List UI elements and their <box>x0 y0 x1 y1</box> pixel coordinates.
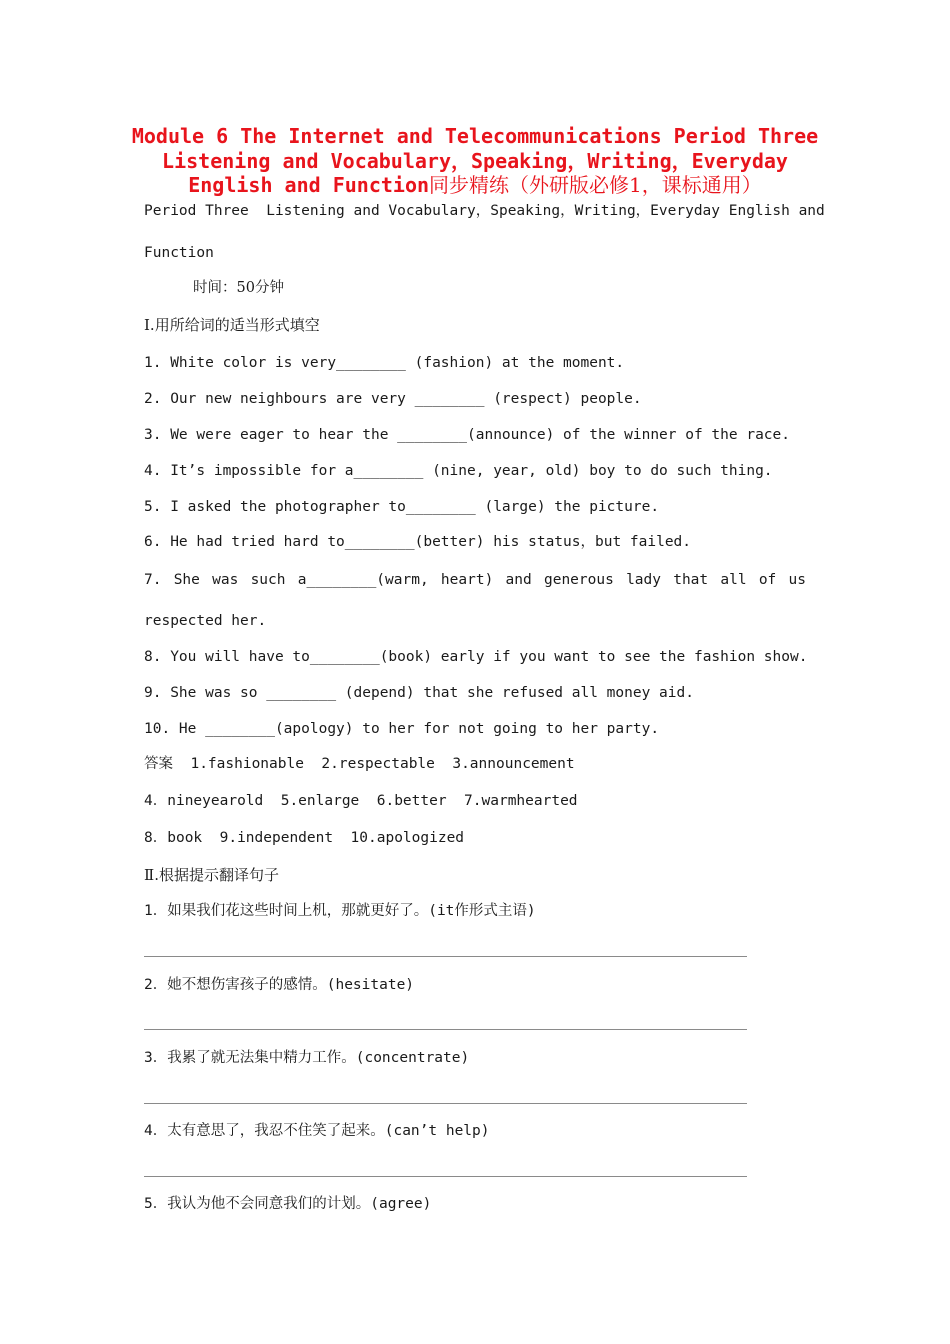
answer-blank-line <box>144 1103 747 1104</box>
translation-item-4: 4．太有意思了，我忍不住笑了起来。(can’t help) <box>144 1123 490 1139</box>
exercise-item-8: 8. You will have to________(book) early if you want to see the fashion show. <box>144 649 808 665</box>
word: lady <box>626 572 661 588</box>
section-1-heading: Ⅰ.用所给词的适当形式填空 <box>144 316 320 334</box>
exercise-item-6: 6. He had tried hard to________(better) his status，but failed. <box>144 534 692 550</box>
answer-blank-line <box>144 956 747 957</box>
answer-line-3: 8．book 9.independent 10.apologized <box>144 830 465 846</box>
translation-item-3: 3．我累了就无法集中精力工作。(concentrate) <box>144 1050 470 1066</box>
exercise-item-5: 5. I asked the photographer to________ (large) the picture. <box>144 499 660 515</box>
exercise-item-7 <box>144 570 806 590</box>
exercise-item-7-continued: respected her. <box>144 613 267 629</box>
word: all <box>720 572 747 588</box>
exercise-item-10: 10. He ________(apology) to her for not going to her party. <box>144 721 660 737</box>
word: generous <box>543 572 614 588</box>
document-title-english: Module 6 The Internet and Telecommunications Period Three Listening and Vocabulary，Speaking，Writing，Everyday English and Function <box>131 124 819 197</box>
exercise-item-4: 4. It’s impossible for a________ (nine, year, old) boy to do such thing. <box>144 463 773 479</box>
answer-line-1: 答案 1.fashionable 2.respectable 3.announcement <box>144 756 575 772</box>
word: heart) <box>440 572 494 588</box>
exercise-item-2: 2. Our new neighbours are very ________ (respect) people. <box>144 391 642 407</box>
document-title <box>120 124 830 198</box>
word: was <box>212 572 239 588</box>
section-2-heading: Ⅱ.根据提示翻译句子 <box>144 866 279 884</box>
word: of <box>758 572 777 588</box>
exercise-item-9: 9. She was so ________ (depend) that she refused all money aid. <box>144 685 694 701</box>
time-limit: 时间：50分钟 <box>193 280 284 296</box>
translation-item-5: 5．我认为他不会同意我们的计划。(agree) <box>144 1196 432 1212</box>
answer-line-2: 4．nineyearold 5.enlarge 6.better 7.warmhearted <box>144 793 578 809</box>
exercise-item-1: 1. White color is very________ (fashion) at the moment. <box>144 355 625 371</box>
answer-blank-line <box>144 1029 747 1030</box>
word: such <box>250 572 286 588</box>
word: that <box>673 572 709 588</box>
answer-blank-line <box>144 1176 747 1177</box>
document-title-chinese: 同步精练（外研版必修1，课标通用） <box>429 173 762 197</box>
subtitle-line-2: Function <box>144 245 214 261</box>
exercise-item-3: 3. We were eager to hear the ________(announce) of the winner of the race. <box>144 427 791 443</box>
word: She <box>173 572 200 588</box>
word: a________(warm, <box>297 572 429 588</box>
subtitle-line-1: Period Three Listening and Vocabulary，Speaking，Writing，Everyday English and <box>144 203 825 219</box>
word: 7. <box>144 572 162 588</box>
translation-item-2: 2．她不想伤害孩子的感情。(hesitate) <box>144 977 415 993</box>
word: us <box>788 572 806 588</box>
word: and <box>505 572 532 588</box>
translation-item-1: 1．如果我们花这些时间上机，那就更好了。(it作形式主语) <box>144 903 536 919</box>
